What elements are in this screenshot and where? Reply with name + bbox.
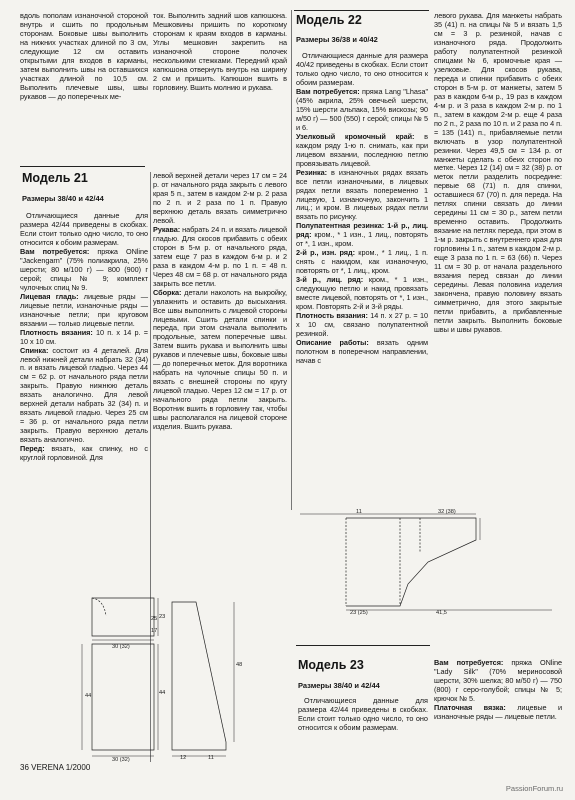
text-paragraph xyxy=(296,169,428,223)
paragraph-body: Отличающиеся данные для размера 42/44 приведены в скобках. Если стоит только одно число, то оно относится к обоим размерам. xyxy=(20,211,148,247)
paragraph-heading: Вам потребуется: xyxy=(20,246,90,256)
model-23-rule xyxy=(296,645,430,646)
model-21-column-2 xyxy=(153,172,287,432)
paragraph-heading: Платочная вязка: xyxy=(434,702,506,712)
paragraph-body: вязать одним полотном в поперечном направлении, начав с xyxy=(296,338,428,365)
text-paragraph xyxy=(153,289,287,433)
model-21-sleeve-schematic xyxy=(164,592,260,762)
top-mid-column xyxy=(153,12,287,93)
model-21-title: Модель 21 xyxy=(22,171,88,185)
paragraph-body: 14 п. х 27 р. = 10 х 10 см, связано полупатентной резинкой. xyxy=(296,311,428,339)
column-divider-2 xyxy=(291,10,292,510)
dim-30-32-bottom: 30 (32) xyxy=(112,757,130,762)
text-paragraph xyxy=(20,212,148,248)
paragraph-body: в изнаночных рядах вязать все петли изнаночными, в лицевых рядах петли вязать попеременно 1 лицевую, 1 изнаночную, закончить 1 лиц.; и кром. В лицевых рядах петли вязать по рисунку. xyxy=(296,167,428,222)
top-left-column xyxy=(20,12,148,102)
text-paragraph xyxy=(296,133,428,169)
text-paragraph xyxy=(296,222,428,249)
paragraph-heading: Плотность вязания: xyxy=(20,327,93,337)
model-23-column-2 xyxy=(434,659,562,722)
paragraph-body: состоит из 4 деталей. Для левой нижней детали набрать 32 (34) п. и вязать лицевой гладью. Через 44 см = 62 р. от начального ряда петли закрыть. Правую нижнюю деталь вязать аналогично. Для левой верхней детали набрать 32 (34) п. и вязать лицевой гладью. Через 25 см = 36 р. от начального ряда петли закрыть. Правую верхнюю деталь вязать аналогично. xyxy=(20,345,148,445)
text-paragraph: ток. Выполнить задний шов капюшона. Мешковины пришить по короткому сторонам к краям входов в карманы. Углы мешковин закрепить на изнаночной стороне полочек несколькими стежками. Передний край капюшона отвернуть внутрь на ширину 2 см и пришить. Капюшон вшить в горловину. Вшить молнию и рукава. xyxy=(153,11,287,92)
paragraph-heading: 2-й р., изн. ряд: xyxy=(296,248,355,258)
model-21-column-1 xyxy=(20,212,148,463)
paragraph-body: лицевые и изнаночные ряды — лицевые петли. xyxy=(434,702,562,721)
dim-12: 12 xyxy=(180,755,187,761)
text-paragraph xyxy=(434,659,562,704)
paragraph-body: Отличающиеся данные для размера 40/42 приведены в скобках. Если стоит только одно число, то оно относится к обоим размерам. xyxy=(296,51,428,87)
paragraph-heading: Полупатентная резинка: 1-й р., лиц. ряд: xyxy=(296,221,428,240)
paragraph-body: в каждом ряду 1-ю п. снимать, как при лицевом вязании, последнюю петлю провязывать лицевой. xyxy=(296,131,428,168)
paragraph-body: кром., * 1 изн., следующую петлю и накид провязать вместе лицевой, повторять от *, 1 изн., кром. Повторять 2-й и 3-й ряды. xyxy=(296,275,428,312)
paragraph-body: 10 п. х 14 р. = 10 х 10 см. xyxy=(20,327,148,346)
model-21-rule xyxy=(20,166,145,167)
text-paragraph xyxy=(20,445,148,463)
model-23-intro: Отличающиеся данные для размера 42/44 приведены в скобках. Если стоит только одно число, то оно относится к обоим размерам. xyxy=(298,696,428,732)
paragraph-body: пряжа ONline "Lady Silk" (70% мериносовой шерсти, 30% шелка; 80 м/50 г) — 750 (800) г серо-голубой; спицы № 5; крючок № 5. xyxy=(434,658,562,703)
dim-23-label: 23 xyxy=(159,614,166,620)
model-22-column-2 xyxy=(434,12,562,335)
text-paragraph xyxy=(20,347,148,446)
dim-17: 17 xyxy=(151,628,158,634)
text-paragraph xyxy=(296,52,428,88)
text-paragraph xyxy=(296,339,428,366)
paragraph-body: пряжа ONline "Jackengarn" (75% полиакрила, 25% шерсти; 80 м/100 г) — 800 (900) г серой; спицы № 9; комплект чулочных спиц № 9. xyxy=(20,246,148,292)
paragraph-heading: Описание работы: xyxy=(296,338,369,347)
paragraph-heading: Перед: xyxy=(20,444,45,454)
model-22-title: Модель 22 xyxy=(296,13,362,27)
text-paragraph xyxy=(153,226,287,289)
text-paragraph xyxy=(296,249,428,276)
paragraph-heading: 3-й р., лиц. ряд: xyxy=(296,275,364,285)
text-paragraph xyxy=(434,704,562,722)
model-22-column-1 xyxy=(296,52,428,366)
text-paragraph xyxy=(296,312,428,339)
paragraph-heading: Лицевая гладь: xyxy=(20,291,79,301)
paragraph-body: набрать 24 п. и вязать лицевой гладью. Для скосов прибавить с обеих сторон в 5-м р. от начального ряда, затем еще 7 раз в каждом 6-м р. и 2 раза в каждом 4-м р. по 1 п. = 48 п. Через 48 см = 68 р. от начального ряда закрыть все петли. xyxy=(153,224,287,288)
text-paragraph xyxy=(20,293,148,329)
paragraph-heading: Вам потребуется: xyxy=(434,658,504,667)
model-23-sizes: Размеры 38/40 и 42/44 xyxy=(298,681,380,690)
text-paragraph xyxy=(434,12,562,335)
dim-11: 11 xyxy=(208,755,214,761)
dim-41-5: 41,5 xyxy=(436,610,447,616)
paragraph-heading: Рукава: xyxy=(153,224,181,234)
text-paragraph: вдоль пополам изнаночной стороной внутрь и сшить по продольным сторонам. Боковые швы выполнить на нижних участках длиной по 3 см, следующие 12 см оставить открытыми для входов в карманы, затем выполнить швы на оставшихся участках длиной по 10,5 см. Выполнить плечевые швы, швы рукавов — до поперечных ме- xyxy=(20,11,148,101)
dim-25: 25 xyxy=(151,616,158,622)
paragraph-body: лицевые ряды — лицевые петли, изнаночные ряды — изнаночные петли; при круговом вязании — только лицевые петли. xyxy=(20,291,148,328)
text-paragraph xyxy=(20,248,148,293)
text-paragraph xyxy=(20,329,148,347)
paragraph-heading: Сборка: xyxy=(153,287,182,297)
dim-32-38: 32 (38) xyxy=(438,509,456,515)
dim-48: 48 xyxy=(236,662,243,668)
paragraph-heading: Вам потребуется: xyxy=(296,86,360,96)
paragraph-body: кром., * 1 изн., 1 лиц., повторять от *, 1 изн., кром. xyxy=(296,230,428,249)
paragraph-heading: Узелковый кромочный край: xyxy=(296,131,415,141)
dim-44-left: 44 xyxy=(85,693,92,699)
paragraph-body: пряжа Lang "Lhasa" (45% акрила, 25% овечьей шерсти, 15% шерсти альпака, 15% вискозы; 90 м/50 г) — 500 (550) г серой; спицы № 5 и 6. xyxy=(296,86,428,132)
paragraph-body: левой верхней детали через 17 см = 24 р. от начального ряда закрыть с левого края 5 п., затем в каждом 2-м р. 2 раза по 2 п. и 2 раза по 1 п. Правую верхнюю деталь вязать симметрично левой. xyxy=(153,171,287,225)
page-footer: 36 VERENA 1/2000 xyxy=(20,763,91,772)
dim-23-25: 23 (25) xyxy=(350,610,368,616)
dim-30-32-top: 30 (32) xyxy=(112,644,130,650)
paragraph-heading: Плотность вязания: xyxy=(296,311,368,321)
paragraph-body: кром., * 1 лиц., 1 п. снять с накидом, как изнаночную, повторять от *, 1 лиц., кром. xyxy=(296,248,428,276)
paragraph-body: детали наколоть на выкройку, увлажнить и оставить до высыхания. Все швы выполнить с лицевой стороны лицевыми. Сшить детали спинки и переда, при этом сначала выполнить продольные, затем поперечные швы. Затем вшить рукава и выполнить швы рукавов и плечевые швы, боковые швы — до поперечных меток. Для воротника набрать на чулочные спицы 50 п. и вязать с внешней стороны по кругу лицевой гладью. Через 12 см = 17 р. от начального ряда петли закрыть. Воротник вшить в горловину так, чтобы швы располагался на лицевой стороне изделия. Вшить рукава. xyxy=(153,287,287,432)
model-23-title: Модель 23 xyxy=(298,658,364,672)
model-22-schematic xyxy=(296,508,558,616)
watermark: PassionForum.ru xyxy=(505,784,563,793)
dim-44-right-label: 44 xyxy=(159,690,166,696)
dim-11-top: 11 xyxy=(356,509,362,515)
paragraph-heading: Резинка: xyxy=(296,167,328,177)
paragraph-body: левого рукава. Для манжеты набрать 35 (41) п. на спицы № 5 и вязать 1,5 см = 3 р. резинкой, начав с изнаночного ряда. Продолжить работу полупатентной резинкой спицами № 6, кромочные края — узелковые. Для скосов рукава, переда и спинки прибавить с обеих сторон в 5-м р. от манжеты, затем 5 раз в каждом 6-м р., 19 раз в каждом 4-м р. и 3 раза в каждом 2-м р. по 1 п., затем в каждом 2-м р. еще 4 раза по 2 п., 2 раза по 10 п. и 2 раза по 4 п. = 135 (141) п., прибавляемые петли включать в узор полупатентной резинки. Через 49,5 см = 134 р. от манжеты сделать с обеих сторон по метке. Через 12 (14) см = 32 (38) р. от меток петли разделить посредине: первые 68 (71) п. для спинки, оставшиеся 67 (70) п. для переда. На петлях спинки связать до линии середины 11 см = 30 р., затем петли временно оставить. Продолжить вязание на петлях переда, при этом в 1-м р. закрыть с внутреннего края для горловины 1 п., затем в каждом 2-м р. еще 3 раза по 1 п. = 63 (66) п. Через 11 см = 30 р. от начала раздельного вязания перед связан до линии середины. Левая половина изделия закончена, правую половину вязать симметрично, для этого закрытые петли прибавить, а прибавленные петли закрыть. Выполнить боковые швы и швы рукавов. xyxy=(434,11,563,334)
model-22-sizes: Размеры 36/38 и 40/42 xyxy=(296,35,378,44)
model-22-rule xyxy=(294,10,429,11)
paragraph-body: вязать, как спинку, но с круглой горловиной. Для xyxy=(20,444,148,463)
model-21-sizes: Размеры 38/40 и 42/44 xyxy=(22,194,104,203)
text-paragraph xyxy=(296,276,428,312)
model-21-body-schematic xyxy=(52,592,160,762)
text-paragraph xyxy=(296,88,428,133)
paragraph-heading: Спинка: xyxy=(20,345,49,355)
text-paragraph xyxy=(153,172,287,226)
